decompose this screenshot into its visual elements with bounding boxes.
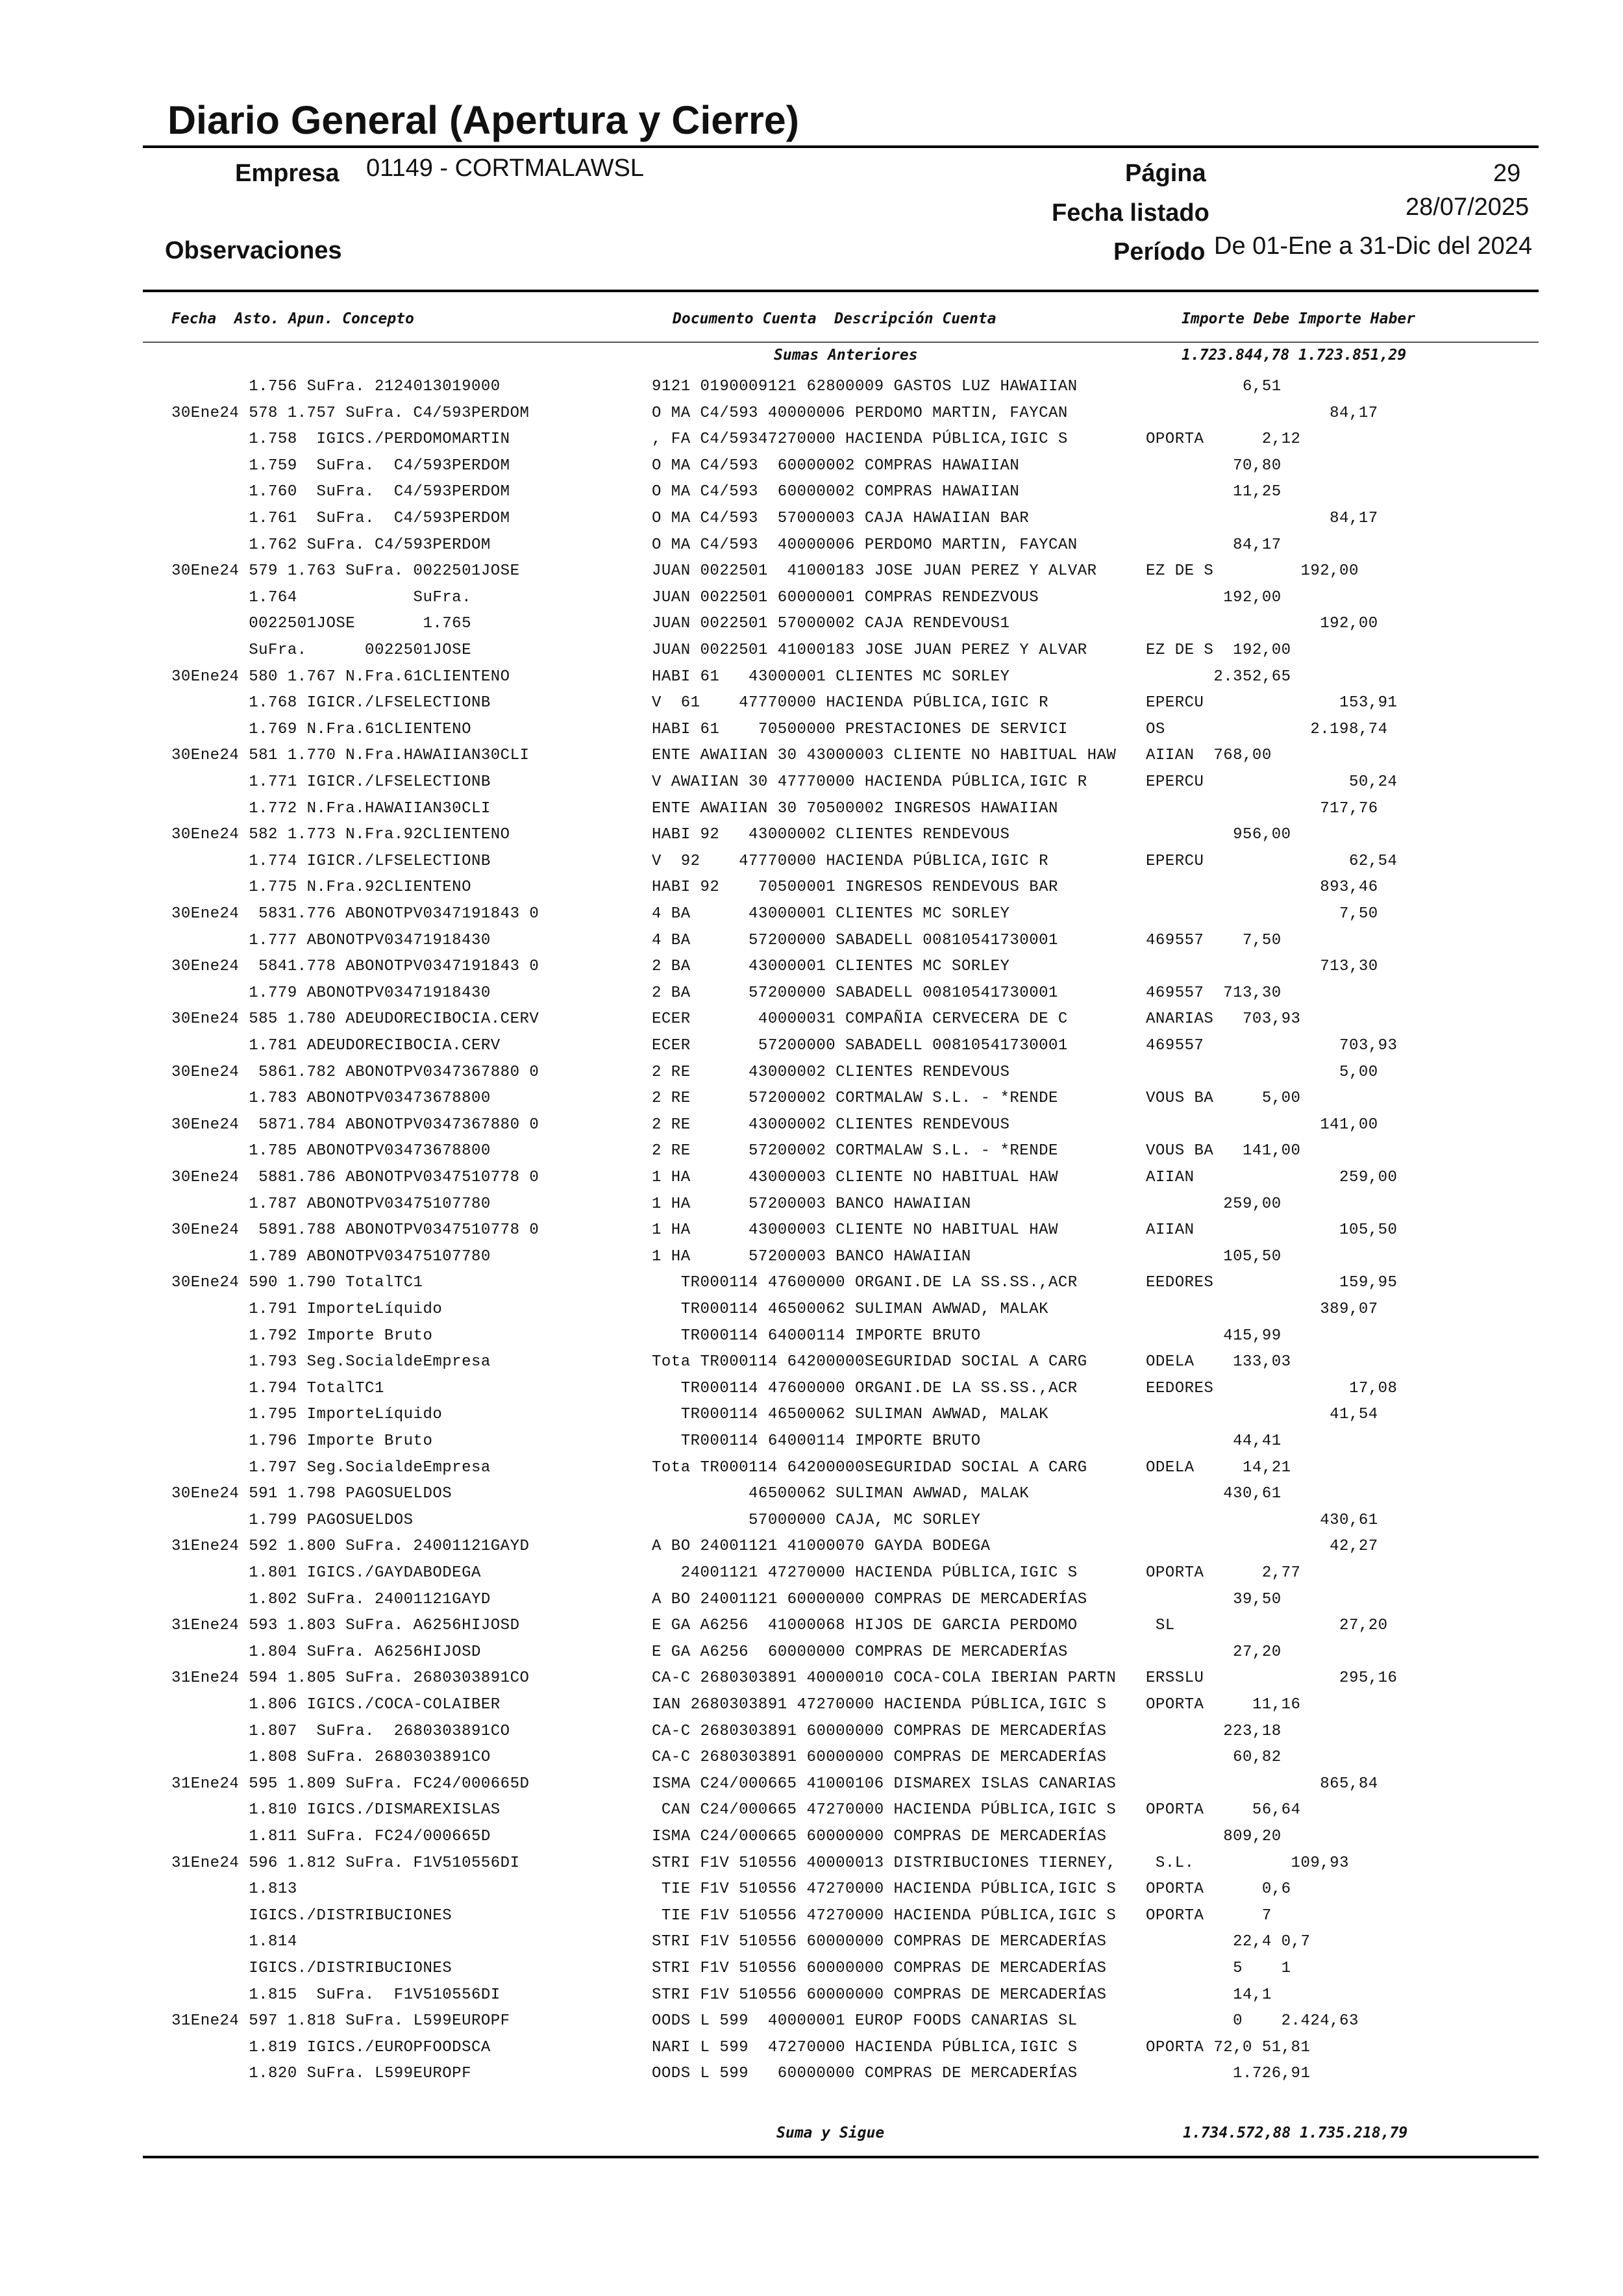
entry-concept: 30Ene24 582 1.773 N.Fra.92CLIENTENO: [171, 826, 510, 843]
entry-concept: 1.777 ABONOTPV03471918430: [171, 932, 491, 949]
entry-concept: 1.814: [171, 1933, 297, 1951]
entry-amount: 223,18: [1146, 1723, 1282, 1740]
column-header-rule: [143, 342, 1539, 343]
entry-concept: 1.761 SuFra. C4/593PERDOM: [171, 510, 510, 527]
header-bottom-rule: [143, 290, 1539, 292]
entry-amount: 60,82: [1146, 1749, 1282, 1766]
entry-concept: 31Ene24 596 1.812 SuFra. F1V510556DI: [171, 1854, 520, 1872]
entry-account: V AWAIIAN 30 47770000 HACIENDA PÚBLICA,IGIC R: [652, 773, 1087, 791]
entry-amount: 809,20: [1146, 1828, 1282, 1845]
entry-amount: 389,07: [1146, 1301, 1378, 1318]
entry-amount: SL 27,20: [1146, 1617, 1388, 1634]
entry-amount: OPORTA 72,0 51,81: [1146, 2039, 1311, 2056]
entry-amount: 192,00: [1146, 615, 1378, 632]
entry-amount: 469557 7,50: [1146, 932, 1282, 949]
column-header-left: Fecha Asto. Apun. Concepto: [171, 310, 414, 327]
entry-amount: 84,17: [1146, 536, 1282, 554]
entry-concept: 1.768 IGICR./LFSELECTIONB: [171, 694, 491, 712]
header-rule: [143, 145, 1539, 148]
entry-concept: 1.783 ABONOTPV03473678800: [171, 1090, 491, 1107]
entry-amount: EPERCU 153,91: [1146, 694, 1398, 712]
entry-amount: 14,1: [1146, 1986, 1272, 2004]
entry-concept: 30Ene24 5891.788 ABONOTPV0347510778 0: [171, 1221, 539, 1239]
entry-concept: 1.792 Importe Bruto: [171, 1327, 433, 1345]
column-header-mid: Documento Cuenta Descripción Cuenta: [673, 310, 997, 327]
entry-concept: 1.760 SuFra. C4/593PERDOM: [171, 483, 510, 501]
entry-concept: 1.807 SuFra. 2680303891CO: [171, 1723, 510, 1740]
footer-rule: [143, 2156, 1539, 2158]
entry-amount: OPORTA 7: [1146, 1907, 1272, 1925]
entry-account: TIE F1V 510556 47270000 HACIENDA PÚBLICA,IGIC S: [652, 1907, 1117, 1925]
periodo-label: Período: [1113, 238, 1206, 266]
entry-account: STRI F1V 510556 60000000 COMPRAS DE MERCADERÍAS: [652, 1960, 1107, 1977]
entry-account: 1 HA 43000003 CLIENTE NO HABITUAL HAW: [652, 1169, 1058, 1186]
entry-amount: 893,46: [1146, 879, 1378, 896]
sumas-anteriores-values: 1.723.844,78 1.723.851,29: [1182, 347, 1407, 364]
entry-amount: EEDORES 159,95: [1146, 1274, 1398, 1292]
suma-y-sigue-values: 1.734.572,88 1.735.218,79: [1183, 2125, 1408, 2141]
entry-account: STRI F1V 510556 60000000 COMPRAS DE MERCADERÍAS: [652, 1986, 1107, 2004]
entry-concept: 1.759 SuFra. C4/593PERDOM: [171, 457, 510, 475]
entry-concept: 1.820 SuFra. L599EUROPF: [171, 2065, 471, 2082]
entry-concept: 1.789 ABONOTPV03475107780: [171, 1248, 491, 1266]
entry-account: TR000114 47600000 ORGANI.DE LA SS.SS.,ACR: [652, 1274, 1078, 1292]
entry-amount: 430,61: [1146, 1485, 1282, 1503]
entry-concept: 1.791 ImporteLíquido: [171, 1301, 443, 1318]
entry-account: 4 BA 43000001 CLIENTES MC SORLEY: [652, 905, 1010, 923]
entry-account: ENTE AWAIIAN 30 70500002 INGRESOS HAWAIIAN: [652, 800, 1058, 817]
entry-concept: 30Ene24 5861.782 ABONOTPV0347367880 0: [171, 1064, 539, 1081]
entry-concept: 30Ene24 591 1.798 PAGOSUELDOS: [171, 1485, 452, 1503]
entry-account: O MA C4/593 40000006 PERDOMO MARTIN, FAYCAN: [652, 405, 1068, 422]
entry-concept: 1.756 SuFra. 2124013019000: [171, 378, 501, 395]
entry-amount: 141,00: [1146, 1116, 1378, 1134]
entry-account: 1 HA 57200003 BANCO HAWAIIAN: [652, 1248, 971, 1266]
entry-amount: 84,17: [1146, 405, 1378, 422]
entry-concept: 1.775 N.Fra.92CLIENTENO: [171, 879, 471, 896]
entry-account: E GA A6256 60000000 COMPRAS DE MERCADERÍAS: [652, 1643, 1068, 1661]
entry-concept: 1.801 IGICS./GAYDABODEGA: [171, 1564, 481, 1582]
entry-amount: 469557 713,30: [1146, 984, 1282, 1002]
entry-concept: 1.797 Seg.SocialdeEmpresa: [171, 1459, 491, 1477]
fecha-label: Fecha listado: [1052, 199, 1209, 227]
entry-amount: 6,51: [1146, 378, 1282, 395]
empresa-value: 01149 - CORTMALAWSL: [366, 155, 645, 182]
entry-concept: 31Ene24 597 1.818 SuFra. L599EUROPF: [171, 2012, 510, 2030]
entry-concept: 30Ene24 590 1.790 TotalTC1: [171, 1274, 423, 1292]
entry-account: STRI F1V 510556 60000000 COMPRAS DE MERCADERÍAS: [652, 1933, 1107, 1951]
entry-amount: EPERCU 62,54: [1146, 853, 1398, 870]
entry-concept: 1.806 IGICS./COCA-COLAIBER: [171, 1696, 501, 1714]
entry-account: HABI 92 43000002 CLIENTES RENDEVOUS: [652, 826, 1010, 843]
entry-concept: 30Ene24 5881.786 ABONOTPV0347510778 0: [171, 1169, 539, 1186]
entry-amount: ODELA 14,21: [1146, 1459, 1291, 1477]
entry-concept: 1.772 N.Fra.HAWAIIAN30CLI: [171, 800, 491, 817]
entry-concept: 1.799 PAGOSUELDOS: [171, 1512, 414, 1529]
entry-account: JUAN 0022501 41000183 JOSE JUAN PEREZ Y ALVAR: [652, 642, 1087, 659]
page-title: Diario General (Apertura y Cierre): [167, 98, 799, 142]
entry-concept: 0022501JOSE 1.765: [171, 615, 471, 632]
entry-account: 2 BA 43000001 CLIENTES MC SORLEY: [652, 958, 1010, 975]
column-header-right: Importe Debe Importe Haber: [1182, 310, 1416, 327]
suma-y-sigue-label: Suma y Sigue: [776, 2125, 885, 2141]
entry-amount: OPORTA 11,16: [1146, 1696, 1301, 1714]
entry-amount: EZ DE S 192,00: [1146, 642, 1291, 659]
entry-concept: 30Ene24 579 1.763 SuFra. 0022501JOSE: [171, 562, 520, 580]
entry-amount: 865,84: [1146, 1775, 1378, 1793]
entry-account: HABI 61 70500000 PRESTACIONES DE SERVICI: [652, 721, 1068, 738]
entry-concept: 31Ene24 594 1.805 SuFra. 2680303891CO: [171, 1669, 530, 1687]
entry-account: TR000114 46500062 SULIMAN AWWAD, MALAK: [652, 1406, 1048, 1423]
entry-concept: SuFra. 0022501JOSE: [171, 642, 471, 659]
entry-account: CA-C 2680303891 60000000 COMPRAS DE MERCADERÍAS: [652, 1723, 1107, 1740]
entry-concept: 1.813: [171, 1880, 297, 1898]
entry-amount: 39,50: [1146, 1591, 1282, 1608]
entry-account: 2 RE 57200002 CORTMALAW S.L. - *RENDE: [652, 1090, 1058, 1107]
entry-concept: 1.764 SuFra.: [171, 589, 471, 606]
entry-account: HABI 92 70500001 INGRESOS RENDEVOUS BAR: [652, 879, 1058, 896]
entry-amount: ANARIAS 703,93: [1146, 1010, 1301, 1028]
entry-amount: EPERCU 50,24: [1146, 773, 1398, 791]
entry-account: ISMA C24/000665 60000000 COMPRAS DE MERCADERÍAS: [652, 1828, 1107, 1845]
entry-amount: 0 2.424,63: [1146, 2012, 1359, 2030]
entry-amount: 956,00: [1146, 826, 1291, 843]
entry-concept: 1.781 ADEUDORECIBOCIA.CERV: [171, 1037, 501, 1054]
entry-account: CA-C 2680303891 60000000 COMPRAS DE MERCADERÍAS: [652, 1749, 1107, 1766]
entry-amount: 70,80: [1146, 457, 1282, 475]
entry-concept: 1.796 Importe Bruto: [171, 1432, 433, 1450]
entry-concept: 1.810 IGICS./DISMAREXISLAS: [171, 1801, 501, 1819]
entry-concept: IGICS./DISTRIBUCIONES: [171, 1907, 452, 1925]
entry-amount: 713,30: [1146, 958, 1378, 975]
entry-concept: 31Ene24 592 1.800 SuFra. 24001121GAYD: [171, 1538, 530, 1555]
entry-amount: AIIAN 259,00: [1146, 1169, 1398, 1186]
entry-amount: 7,50: [1146, 905, 1378, 923]
entry-account: O MA C4/593 57000003 CAJA HAWAIIAN BAR: [652, 510, 1030, 527]
entry-account: 4 BA 57200000 SABADELL 00810541730001: [652, 932, 1058, 949]
entry-amount: ERSSLU 295,16: [1146, 1669, 1398, 1687]
entry-account: CA-C 2680303891 40000010 COCA-COLA IBERIAN PARTN: [652, 1669, 1117, 1687]
entry-amount: 27,20: [1146, 1643, 1282, 1661]
entry-amount: S.L. 109,93: [1146, 1854, 1349, 1872]
entry-account: ENTE AWAIIAN 30 43000003 CLIENTE NO HABITUAL HAW: [652, 747, 1117, 764]
entry-concept: 1.808 SuFra. 2680303891CO: [171, 1749, 491, 1766]
entry-concept: 30Ene24 581 1.770 N.Fra.HAWAIIAN30CLI: [171, 747, 530, 764]
entry-amount: 22,4 0,7: [1146, 1933, 1311, 1951]
entry-account: , FA C4/59347270000 HACIENDA PÚBLICA,IGIC S: [652, 430, 1068, 448]
entry-concept: 1.787 ABONOTPV03475107780: [171, 1195, 491, 1213]
entry-account: 9121 0190009121 62800009 GASTOS LUZ HAWAIIAN: [652, 378, 1078, 395]
entry-amount: 84,17: [1146, 510, 1378, 527]
entry-amount: 42,27: [1146, 1538, 1378, 1555]
entry-account: 57000000 CAJA, MC SORLEY: [652, 1512, 981, 1529]
entry-account: NARI L 599 47270000 HACIENDA PÚBLICA,IGIC S: [652, 2039, 1078, 2056]
entry-amount: 430,61: [1146, 1512, 1378, 1529]
entry-amount: OPORTA 2,77: [1146, 1564, 1301, 1582]
entry-concept: 30Ene24 5871.784 ABONOTPV0347367880 0: [171, 1116, 539, 1134]
sumas-anteriores-label: Sumas Anteriores: [774, 347, 918, 364]
entry-concept: IGICS./DISTRIBUCIONES: [171, 1960, 452, 1977]
entry-account: TR000114 64000114 IMPORTE BRUTO: [652, 1432, 981, 1450]
entry-account: 1 HA 43000003 CLIENTE NO HABITUAL HAW: [652, 1221, 1058, 1239]
entry-account: 2 RE 43000002 CLIENTES RENDEVOUS: [652, 1064, 1010, 1081]
entry-amount: ODELA 133,03: [1146, 1353, 1291, 1371]
entry-amount: 2.352,65: [1146, 668, 1291, 686]
entry-concept: 1.815 SuFra. F1V510556DI: [171, 1986, 501, 2004]
entry-concept: 30Ene24 578 1.757 SuFra. C4/593PERDOM: [171, 405, 530, 422]
entry-concept: 1.795 ImporteLíquido: [171, 1406, 443, 1423]
entry-concept: 1.793 Seg.SocialdeEmpresa: [171, 1353, 491, 1371]
entry-concept: 1.771 IGICR./LFSELECTIONB: [171, 773, 491, 791]
entry-amount: 5,00: [1146, 1064, 1378, 1081]
entry-amount: 192,00: [1146, 589, 1282, 606]
fecha-value: 28/07/2025: [1406, 193, 1530, 221]
entry-account: A BO 24001121 60000000 COMPRAS DE MERCADERÍAS: [652, 1591, 1087, 1608]
entry-account: CAN C24/000665 47270000 HACIENDA PÚBLICA,IGIC S: [652, 1801, 1117, 1819]
entry-account: 2 RE 57200002 CORTMALAW S.L. - *RENDE: [652, 1142, 1058, 1160]
entry-account: ISMA C24/000665 41000106 DISMAREX ISLAS CANARIAS: [652, 1775, 1117, 1793]
entry-account: E GA A6256 41000068 HIJOS DE GARCIA PERDOMO: [652, 1617, 1078, 1634]
entry-concept: 30Ene24 585 1.780 ADEUDORECIBOCIA.CERV: [171, 1010, 539, 1028]
entry-concept: 30Ene24 580 1.767 N.Fra.61CLIENTENO: [171, 668, 510, 686]
entry-account: 2 RE 43000002 CLIENTES RENDEVOUS: [652, 1116, 1010, 1134]
entry-amount: OPORTA 2,12: [1146, 430, 1301, 448]
entry-concept: 31Ene24 595 1.809 SuFra. FC24/000665D: [171, 1775, 530, 1793]
entry-amount: 415,99: [1146, 1327, 1282, 1345]
entry-concept: 1.811 SuFra. FC24/000665D: [171, 1828, 491, 1845]
entry-amount: 469557 703,93: [1146, 1037, 1398, 1054]
entry-concept: 1.774 IGICR./LFSELECTIONB: [171, 853, 491, 870]
entry-concept: 1.802 SuFra. 24001121GAYD: [171, 1591, 491, 1608]
entry-account: V 61 47770000 HACIENDA PÚBLICA,IGIC R: [652, 694, 1048, 712]
periodo-value: De 01-Ene a 31-Dic del 2024: [1214, 232, 1533, 260]
entry-amount: AIIAN 105,50: [1146, 1221, 1398, 1239]
pagina-label: Página: [1125, 160, 1206, 187]
entry-account: TR000114 46500062 SULIMAN AWWAD, MALAK: [652, 1301, 1048, 1318]
entry-amount: 5 1: [1146, 1960, 1291, 1977]
entry-account: HABI 61 43000001 CLIENTES MC SORLEY: [652, 668, 1010, 686]
entry-concept: 1.794 TotalTC1: [171, 1380, 384, 1397]
entry-concept: 30Ene24 5831.776 ABONOTPV0347191843 0: [171, 905, 539, 923]
entry-amount: OS 2.198,74: [1146, 721, 1388, 738]
entry-account: O MA C4/593 40000006 PERDOMO MARTIN, FAYCAN: [652, 536, 1078, 554]
entry-account: 1 HA 57200003 BANCO HAWAIIAN: [652, 1195, 971, 1213]
entry-amount: OPORTA 0,6: [1146, 1880, 1291, 1898]
entry-concept: 1.819 IGICS./EUROPFOODSCA: [171, 2039, 491, 2056]
entry-account: 2 BA 57200000 SABADELL 00810541730001: [652, 984, 1058, 1002]
entry-concept: 30Ene24 5841.778 ABONOTPV0347191843 0: [171, 958, 539, 975]
entry-account: OODS L 599 40000001 EUROP FOODS CANARIAS SL: [652, 2012, 1078, 2030]
entry-amount: VOUS BA 141,00: [1146, 1142, 1301, 1160]
entry-account: Tota TR000114 64200000SEGURIDAD SOCIAL A CARG: [652, 1353, 1087, 1371]
entry-amount: 717,76: [1146, 800, 1378, 817]
entry-amount: 1.726,91: [1146, 2065, 1311, 2082]
observaciones-label: Observaciones: [165, 237, 342, 264]
entry-account: STRI F1V 510556 40000013 DISTRIBUCIONES TIERNEY,: [652, 1854, 1117, 1872]
entry-account: O MA C4/593 60000002 COMPRAS HAWAIIAN: [652, 457, 1020, 475]
entry-amount: EEDORES 17,08: [1146, 1380, 1398, 1397]
entry-account: A BO 24001121 41000070 GAYDA BODEGA: [652, 1538, 991, 1555]
entry-amount: 41,54: [1146, 1406, 1378, 1423]
entry-account: O MA C4/593 60000002 COMPRAS HAWAIIAN: [652, 483, 1020, 501]
entry-account: TR000114 47600000 ORGANI.DE LA SS.SS.,ACR: [652, 1380, 1078, 1397]
entry-amount: VOUS BA 5,00: [1146, 1090, 1301, 1107]
entry-amount: AIIAN 768,00: [1146, 747, 1272, 764]
entry-concept: 1.785 ABONOTPV03473678800: [171, 1142, 491, 1160]
entry-concept: 1.758 IGICS./PERDOMOMARTIN: [171, 430, 510, 448]
entry-account: V 92 47770000 HACIENDA PÚBLICA,IGIC R: [652, 853, 1048, 870]
entry-account: 46500062 SULIMAN AWWAD, MALAK: [652, 1485, 1030, 1503]
entry-concept: 1.769 N.Fra.61CLIENTENO: [171, 721, 471, 738]
entry-concept: 1.779 ABONOTPV03471918430: [171, 984, 491, 1002]
entry-account: ECER 40000031 COMPAÑIA CERVECERA DE C: [652, 1010, 1068, 1028]
entry-account: JUAN 0022501 41000183 JOSE JUAN PEREZ Y ALVAR: [652, 562, 1097, 580]
entry-account: Tota TR000114 64200000SEGURIDAD SOCIAL A CARG: [652, 1459, 1087, 1477]
entry-concept: 1.804 SuFra. A6256HIJOSD: [171, 1643, 481, 1661]
empresa-label: Empresa: [235, 160, 340, 187]
entry-account: ECER 57200000 SABADELL 00810541730001: [652, 1037, 1068, 1054]
entry-amount: EZ DE S 192,00: [1146, 562, 1359, 580]
entry-amount: 44,41: [1146, 1432, 1282, 1450]
entry-amount: OPORTA 56,64: [1146, 1801, 1301, 1819]
entry-account: IAN 2680303891 47270000 HACIENDA PÚBLICA,IGIC S: [652, 1696, 1107, 1714]
entry-amount: 11,25: [1146, 483, 1282, 501]
entry-account: 24001121 47270000 HACIENDA PÚBLICA,IGIC S: [652, 1564, 1078, 1582]
entry-account: OODS L 599 60000000 COMPRAS DE MERCADERÍAS: [652, 2065, 1078, 2082]
entry-account: JUAN 0022501 57000002 CAJA RENDEVOUS1: [652, 615, 1010, 632]
entry-concept: 1.762 SuFra. C4/593PERDOM: [171, 536, 491, 554]
entry-account: JUAN 0022501 60000001 COMPRAS RENDEZVOUS: [652, 589, 1039, 606]
entry-account: TR000114 64000114 IMPORTE BRUTO: [652, 1327, 981, 1345]
entry-account: TIE F1V 510556 47270000 HACIENDA PÚBLICA,IGIC S: [652, 1880, 1117, 1898]
entry-amount: 105,50: [1146, 1248, 1282, 1266]
entry-amount: 259,00: [1146, 1195, 1282, 1213]
entry-concept: 31Ene24 593 1.803 SuFra. A6256HIJOSD: [171, 1617, 520, 1634]
pagina-value: 29: [1493, 160, 1521, 187]
